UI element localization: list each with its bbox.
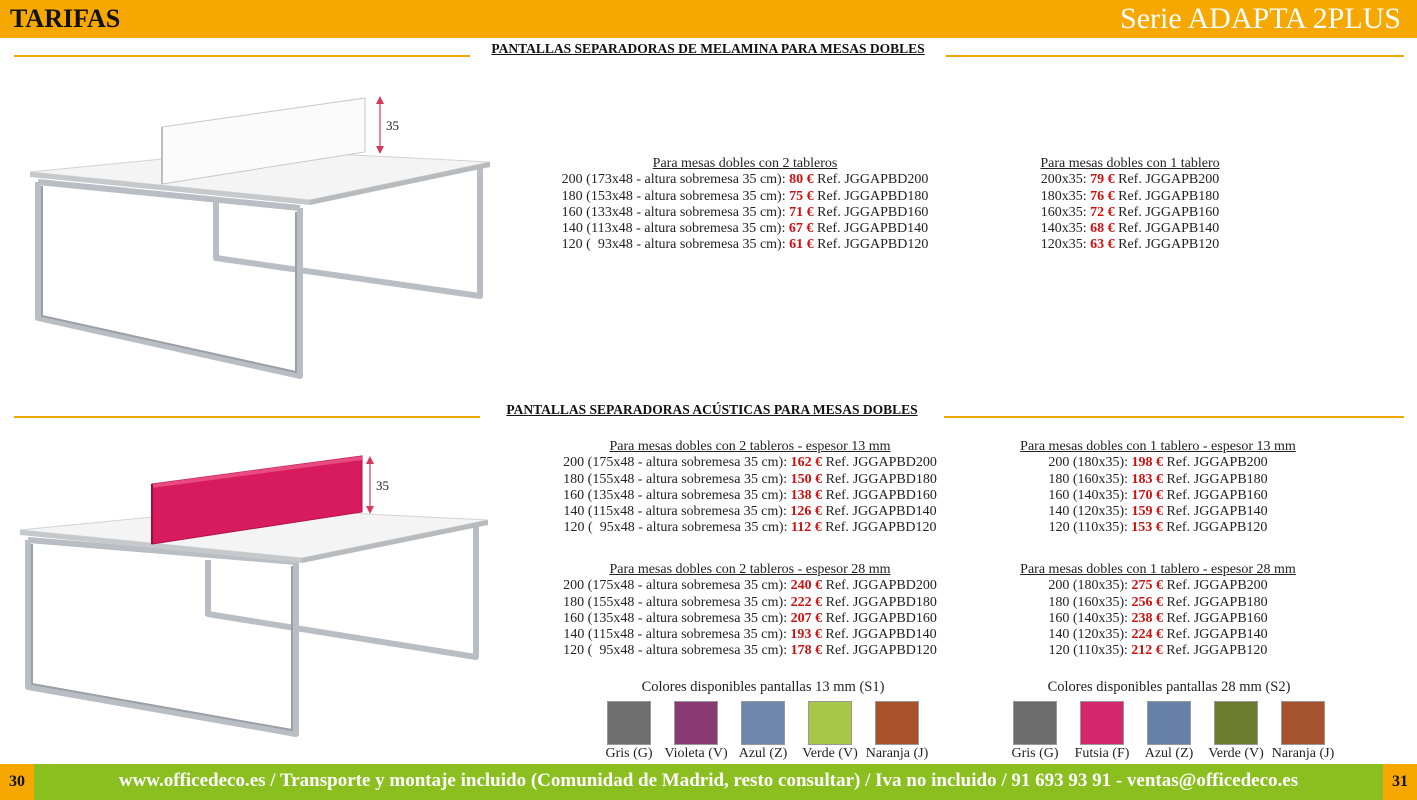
price-row-ref: Ref. JGGAPBD160 <box>822 610 937 626</box>
price-row <box>990 504 1326 520</box>
color-swatch-box <box>808 701 852 745</box>
price-row-price: 67 € <box>788 221 814 237</box>
price-row-ref: Ref. JGGAPB160 <box>1163 610 1268 626</box>
color-swatch <box>1144 701 1194 762</box>
price-row-desc: 120 ( 95x48 - altura sobremesa 35 cm): <box>563 520 791 536</box>
price-row-price: 193 € <box>790 627 822 643</box>
price-row <box>990 472 1326 488</box>
price-row-price: 76 € <box>1090 188 1115 204</box>
price-row <box>990 611 1326 627</box>
color-swatch-label: Violeta (V) <box>664 746 728 761</box>
price-row-desc: 140x35: <box>1040 221 1091 237</box>
price-row-desc: 200 (175x48 - altura sobremesa 35 cm): <box>563 578 791 594</box>
price-row-desc: 140 (120x35): <box>1048 504 1132 520</box>
price-row-desc: 200 (180x35): <box>1048 578 1132 594</box>
color-swatch <box>664 701 728 762</box>
price-row-ref: Ref. JGGAPB120 <box>1114 237 1220 253</box>
price-row-ref: Ref. JGGAPBD120 <box>821 520 937 536</box>
color-swatch-box <box>1281 701 1325 745</box>
color-swatch <box>1271 701 1335 762</box>
color-swatch-box <box>1013 701 1057 745</box>
color-swatch <box>1208 701 1264 762</box>
price-row-price: 275 € <box>1131 578 1164 594</box>
price-row-desc: 200 (173x48 - altura sobremesa 35 cm): <box>561 172 790 188</box>
price-row-desc: 160 (133x48 - altura sobremesa 35 cm): <box>561 204 790 220</box>
price-row <box>540 520 960 536</box>
colors-28mm-title: Colores disponibles pantallas 28 mm (S2) <box>1047 679 1291 695</box>
price-row-desc: 160 (140x35): <box>1048 487 1132 503</box>
price-row-price: 198 € <box>1131 455 1164 471</box>
section2-single13-prices <box>990 439 1326 537</box>
price-row <box>990 643 1326 659</box>
section2-title: PANTALLAS SEPARADORAS ACÚSTICAS PARA MESAS DOBLES <box>506 402 918 417</box>
price-row <box>1010 205 1250 221</box>
color-swatch-label: Gris (G) <box>1011 746 1059 761</box>
price-row-price: 150 € <box>790 471 823 487</box>
color-swatch-box <box>1080 701 1124 745</box>
price-row-price: 162 € <box>790 455 823 471</box>
price-row <box>540 189 950 205</box>
desk-acoustic-image <box>14 452 504 742</box>
price-block-heading: Para mesas dobles con 1 tablero - espesor 28 mm <box>1020 562 1296 577</box>
price-row-price: 240 € <box>790 578 823 594</box>
price-row-desc: 160 (135x48 - altura sobremesa 35 cm): <box>563 487 791 503</box>
price-block-heading: Para mesas dobles con 2 tableros <box>652 156 838 171</box>
price-row-desc: 120 (110x35): <box>1048 520 1132 536</box>
price-row-price: 68 € <box>1090 221 1115 237</box>
price-row <box>540 205 950 221</box>
price-row <box>540 237 950 253</box>
section2-rule-right <box>944 416 1404 418</box>
color-swatch-label: Naranja (J) <box>1271 746 1335 761</box>
price-row-ref: Ref. JGGAPB160 <box>1163 487 1268 503</box>
price-row-ref: Ref. JGGAPB140 <box>1163 504 1268 520</box>
price-row-price: 75 € <box>789 188 814 204</box>
color-swatch-box <box>674 701 718 745</box>
price-row-price: 138 € <box>790 487 823 503</box>
price-row-price: 80 € <box>789 172 814 188</box>
color-swatch <box>802 701 858 762</box>
price-row <box>540 455 960 471</box>
section2-double13-prices <box>540 439 960 537</box>
price-row-ref: Ref. JGGAPBD140 <box>821 504 937 520</box>
price-row-ref: Ref. JGGAPB180 <box>1163 594 1268 610</box>
color-swatch-label: Naranja (J) <box>865 746 929 761</box>
price-row-ref: Ref. JGGAPB200 <box>1163 578 1268 594</box>
page-number-left: 30 <box>0 764 34 800</box>
price-row <box>540 472 960 488</box>
price-row-price: 63 € <box>1090 237 1115 253</box>
price-row-desc: 140 (115x48 - altura sobremesa 35 cm): <box>563 504 791 520</box>
price-row-ref: Ref. JGGAPB180 <box>1163 471 1268 487</box>
price-row-desc: 200x35: <box>1040 172 1091 188</box>
price-row-desc: 180x35: <box>1040 188 1091 204</box>
section1-rule-left <box>14 55 470 57</box>
price-row-ref: Ref. JGGAPB140 <box>1163 627 1268 643</box>
price-row-ref: Ref. JGGAPBD200 <box>822 578 937 594</box>
price-row <box>1010 189 1250 205</box>
color-swatch <box>1013 701 1057 762</box>
color-swatch-label: Azul (Z) <box>1144 746 1194 761</box>
price-row <box>540 172 950 188</box>
price-row-desc: 180 (155x48 - altura sobremesa 35 cm): <box>563 594 791 610</box>
price-row-desc: 120 ( 95x48 - altura sobremesa 35 cm): <box>563 643 791 659</box>
price-row-desc: 140 (115x48 - altura sobremesa 35 cm): <box>563 627 791 643</box>
price-row-desc: 120 ( 93x48 - altura sobremesa 35 cm): <box>561 237 790 253</box>
price-row-ref: Ref. JGGAPBD140 <box>821 627 937 643</box>
price-block-heading: Para mesas dobles con 1 tablero - espesor 13 mm <box>1020 439 1296 454</box>
header-title: TARIFAS <box>10 4 121 33</box>
price-row <box>1010 172 1250 188</box>
price-row-price: 178 € <box>790 643 823 659</box>
color-swatch-box <box>1147 701 1191 745</box>
price-row <box>990 627 1326 643</box>
price-row-ref: Ref. JGGAPBD200 <box>822 455 937 471</box>
section1-single-prices <box>1010 156 1250 254</box>
price-row-price: 183 € <box>1131 471 1164 487</box>
price-row-ref: Ref. JGGAPBD180 <box>822 471 937 487</box>
price-row-desc: 120 (110x35): <box>1048 643 1132 659</box>
colors-28mm <box>996 679 1342 762</box>
price-row <box>990 520 1326 536</box>
price-row-desc: 160x35: <box>1040 204 1091 220</box>
price-row <box>540 504 960 520</box>
section1-title: PANTALLAS SEPARADORAS DE MELAMINA PARA MESAS DOBLES <box>491 41 925 56</box>
price-row-ref: Ref. JGGAPBD180 <box>813 188 929 204</box>
price-row <box>1010 237 1250 253</box>
price-row-ref: Ref. JGGAPBD200 <box>813 172 929 188</box>
price-row-ref: Ref. JGGAPB120 <box>1162 643 1268 659</box>
price-row-desc: 180 (153x48 - altura sobremesa 35 cm): <box>561 188 790 204</box>
footer-contact: www.officedeco.es / Transporte y montaje incluido (Comunidad de Madrid, resto consultar) / Iva no incluido / 91 693 93 91 - ventas@officedeco.es <box>118 770 1299 791</box>
price-row <box>540 221 950 237</box>
section2-rule-left <box>14 416 480 418</box>
price-row-ref: Ref. JGGAPB200 <box>1163 455 1268 471</box>
price-row <box>540 611 960 627</box>
price-block-heading: Para mesas dobles con 2 tableros - espesor 13 mm <box>609 439 891 454</box>
section1-dimension-label: 35 <box>386 118 399 133</box>
price-row <box>540 595 960 611</box>
section2-dimension-label: 35 <box>376 478 389 493</box>
price-row-price: 153 € <box>1131 520 1163 536</box>
price-row-ref: Ref. JGGAPBD180 <box>822 594 937 610</box>
color-swatch-label: Verde (V) <box>1208 746 1264 761</box>
price-row-ref: Ref. JGGAPB160 <box>1114 204 1220 220</box>
price-row-ref: Ref. JGGAPBD120 <box>813 237 929 253</box>
color-swatch-label: Gris (G) <box>605 746 653 761</box>
series-title: Serie ADAPTA 2PLUS <box>1120 2 1401 35</box>
price-row <box>540 643 960 659</box>
price-row-price: 212 € <box>1131 643 1163 659</box>
color-swatch <box>1074 701 1130 762</box>
price-row <box>540 488 960 504</box>
color-swatch-label: Futsia (F) <box>1074 746 1130 761</box>
price-row-ref: Ref. JGGAPB180 <box>1114 188 1220 204</box>
price-row-price: 112 € <box>790 520 822 536</box>
color-swatch-box <box>741 701 785 745</box>
section1-double-prices <box>540 156 950 254</box>
colors-13mm-title: Colores disponibles pantallas 13 mm (S1) <box>641 679 885 695</box>
price-row <box>990 455 1326 471</box>
price-row-desc: 180 (160x35): <box>1048 471 1132 487</box>
price-row-price: 256 € <box>1131 594 1164 610</box>
page-number-right: 31 <box>1383 764 1417 800</box>
price-row-price: 71 € <box>789 204 814 220</box>
price-row-desc: 200 (180x35): <box>1048 455 1132 471</box>
price-block-heading: Para mesas dobles con 2 tableros - espesor 28 mm <box>609 562 891 577</box>
section2-single28-prices <box>990 562 1326 660</box>
color-swatch-label: Verde (V) <box>802 746 858 761</box>
price-row-price: 61 € <box>789 237 814 253</box>
price-row-ref: Ref. JGGAPBD160 <box>822 487 937 503</box>
price-row-price: 224 € <box>1131 627 1164 643</box>
price-row-price: 170 € <box>1131 487 1164 503</box>
price-row-price: 207 € <box>790 610 823 626</box>
price-row <box>990 595 1326 611</box>
color-swatch-box <box>607 701 651 745</box>
price-row-desc: 160 (135x48 - altura sobremesa 35 cm): <box>563 610 791 626</box>
price-row-ref: Ref. JGGAPB120 <box>1162 520 1268 536</box>
price-row-desc: 200 (175x48 - altura sobremesa 35 cm): <box>563 455 791 471</box>
price-row-desc: 140 (120x35): <box>1048 627 1132 643</box>
colors-13mm <box>590 679 936 762</box>
price-row-ref: Ref. JGGAPB200 <box>1114 172 1220 188</box>
desk-melamine-image <box>20 90 500 390</box>
price-row-ref: Ref. JGGAPB140 <box>1114 221 1220 237</box>
price-row-desc: 180 (155x48 - altura sobremesa 35 cm): <box>563 471 791 487</box>
price-row-price: 159 € <box>1131 504 1164 520</box>
price-row <box>540 578 960 594</box>
price-row-desc: 160 (140x35): <box>1048 610 1132 626</box>
color-swatch-box <box>1214 701 1258 745</box>
price-row <box>1010 221 1250 237</box>
price-row <box>540 627 960 643</box>
color-swatch <box>738 701 788 762</box>
price-row-price: 79 € <box>1090 172 1115 188</box>
color-swatch-box <box>875 701 919 745</box>
price-row-desc: 140 (113x48 - altura sobremesa 35 cm): <box>561 221 789 237</box>
price-row-desc: 180 (160x35): <box>1048 594 1132 610</box>
footer-bar <box>0 764 1417 800</box>
section1-rule-right <box>946 55 1404 57</box>
color-swatch <box>865 701 929 762</box>
price-row <box>990 488 1326 504</box>
price-row-price: 238 € <box>1131 610 1164 626</box>
section2-double28-prices <box>540 562 960 660</box>
price-block-heading: Para mesas dobles con 1 tablero <box>1040 156 1220 171</box>
price-row-price: 72 € <box>1090 204 1115 220</box>
price-row-ref: Ref. JGGAPBD120 <box>822 643 937 659</box>
price-row-desc: 120x35: <box>1040 237 1091 253</box>
price-row-price: 126 € <box>790 504 822 520</box>
price-row-price: 222 € <box>790 594 823 610</box>
header-bar <box>0 0 1417 38</box>
color-swatch-label: Azul (Z) <box>738 746 788 761</box>
color-swatch <box>607 701 651 762</box>
price-row-ref: Ref. JGGAPBD140 <box>813 221 929 237</box>
price-row-ref: Ref. JGGAPBD160 <box>813 204 929 220</box>
price-row <box>990 578 1326 594</box>
